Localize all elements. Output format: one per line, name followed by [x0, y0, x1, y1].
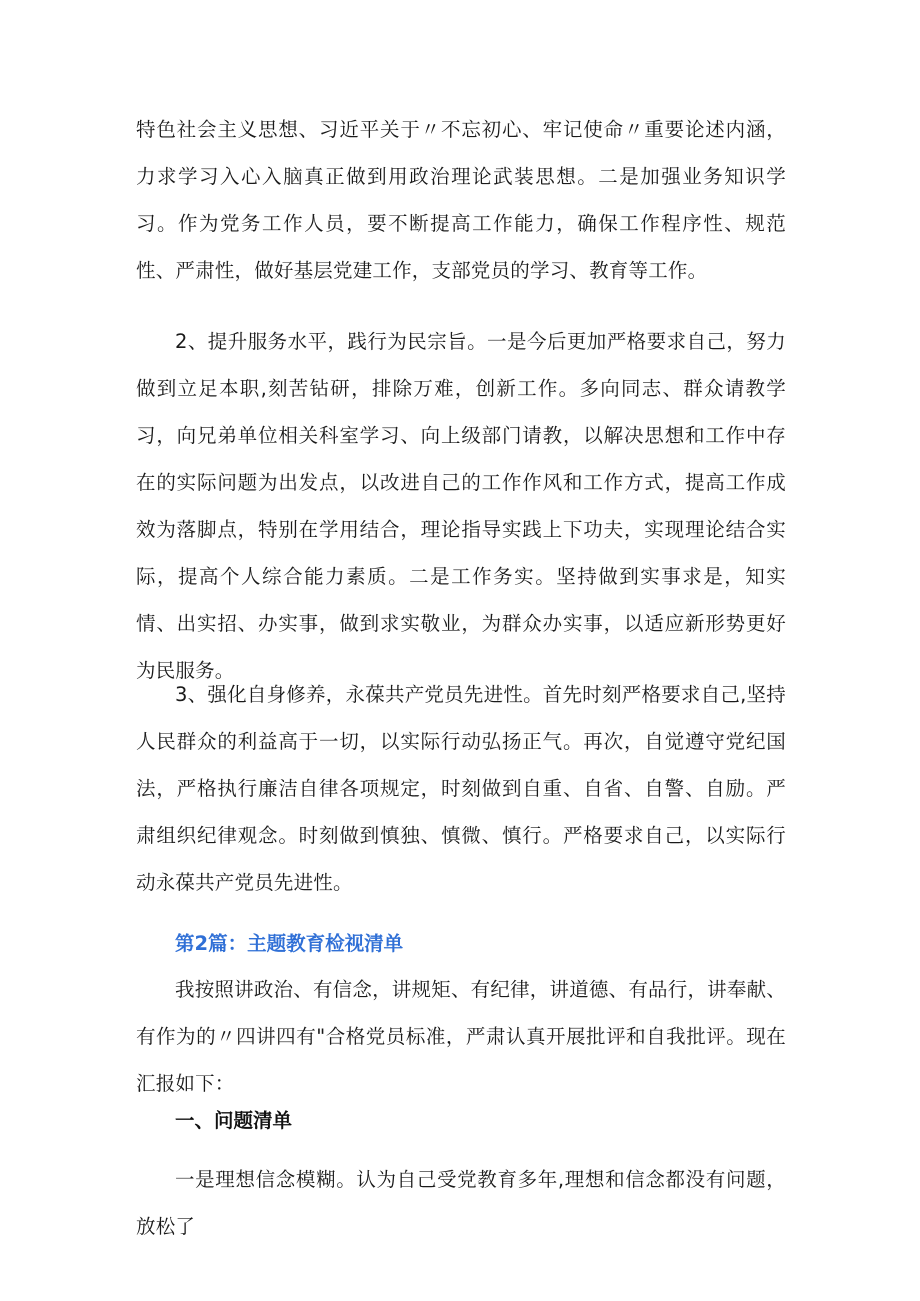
subsection-title: 一、问题清单 [175, 1109, 293, 1132]
paragraph-report-intro: 我按照讲政治、有信念，讲规矩、有纪律，讲道德、有品行，讲奉献、有作为的〃四讲四有"合格党员标准，严肃认真开展批评和自我批评。现在汇报如下： [136, 978, 786, 1095]
paragraph-issue-one: 一是理想信念模糊。认为自己受党教育多年,理想和信念都没有问题，放松了 [136, 1168, 786, 1238]
paragraph-self-cultivation: 3、强化自身修养，永葆共产党员先进性。首先时刻严格要求自己,坚持人民群众的利益高于一切，以实际行动弘扬正气。再次，自觉遵守党纪国法，严格执行廉洁自律各项规定，时刻做到自重、自省、自警、自励。严肃组织纪律观念。时刻做到慎独、慎微、慎行。严格要求自己，以实际行动永葆共产党员先进性。 [136, 683, 786, 894]
section-title: 第2篇：主题教育检视清单 [175, 932, 404, 955]
paragraph-service-level: 2、提升服务水平，践行为民宗旨。一是今后更加严格要求自己，努力做到立足本职,刻苦钻研，排除万难，创新工作。多向同志、群众请教学习，向兄弟单位相关科室学习、向上级部门请教，以解决思想和工作中存在的实际问题为出发点，以改进自己的工作作风和工作方式，提高工作成效为落脚点，特别在学用结合，理论指导实践上下功夫，实现理论结合实际，提高个人综合能力素质。二是工作务实。坚持做到实事求是，知实情、出实招、办实事，做到求实敬业，为群众办实事，以适应新形势更好为民服务。 [136, 330, 786, 682]
paragraph-theory-study: 特色社会主义思想、习近平关于〃不忘初心、牢记使命〃重要论述内涵，力求学习入心入脑真正做到用政治理论武装思想。二是加强业务知识学习。作为党务工作人员，要不断提高工作能力，确保工作程序性、规范性、严肃性，做好基层党建工作，支部党员的学习、教育等工作。 [136, 118, 786, 282]
